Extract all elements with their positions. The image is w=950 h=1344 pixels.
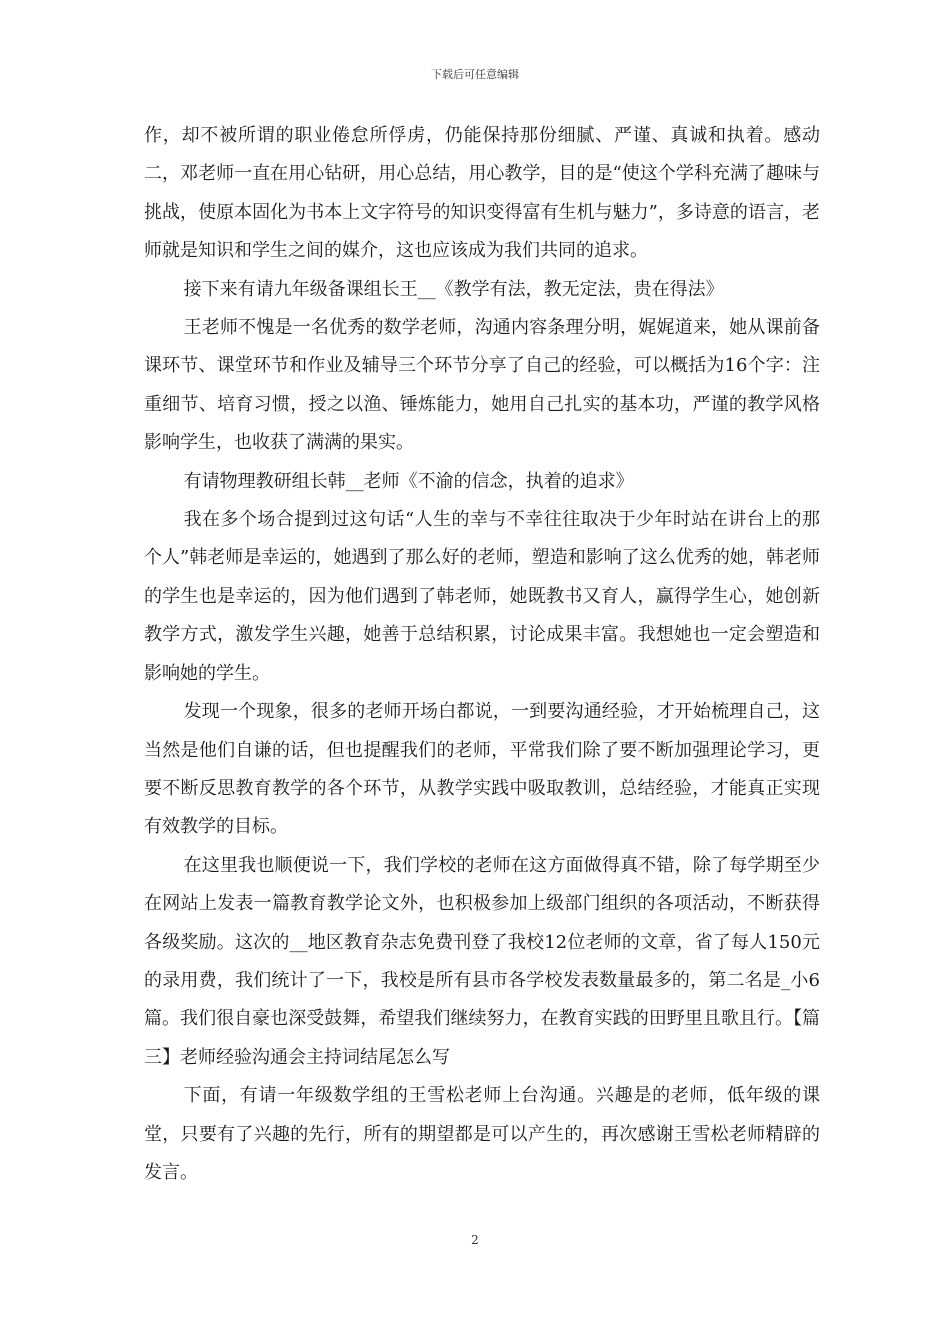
page-number: 2 — [471, 1233, 479, 1247]
paragraph-school-achievements: 在这里我也顺便说一下，我们学校的老师在这方面做得真不错，除了每学期至少在网站上发表一篇教育教学论文外，也积极参加上级部门组织的各项活动，不断获得各级奖励。这次的__地区教育杂志免费刊登了我校12位老师的文章，省了每人150元的录用费，我们统计了一下，我校是所有县市各学校发表数量最多的，第二名是_小6篇。我们很自豪也深受鼓舞，希望我们继续努力，在教育实践的田野里且歌且行。【篇三】老师经验沟通会主持词结尾怎么写 — [144, 854, 820, 1068]
paragraph-continuation: 作，却不被所谓的职业倦怠所俘虏，仍能保持那份细腻、严谨、真诚和执着。感动二，邓老师一直在用心钻研，用心总结，用心教学，目的是“使这个学科充满了趣味与挑战，使原本固化为书本上文字符号的知识变得富有生机与魅力”，多诗意的语言，老师就是知识和学生之间的媒介，这也应该成为我们共同的追求。 — [144, 125, 820, 262]
page-header: 下载后可任意编辑 — [431, 68, 519, 81]
paragraph-intro-wang: 接下来有请九年级备课组长王__《教学有法，教无定法，贵在得法》 — [183, 278, 724, 300]
paragraph-intro-han: 有请物理教研组长韩__老师《不渝的信念，执着的追求》 — [183, 470, 634, 492]
document-body — [144, 117, 820, 1192]
paragraph-comment-wang: 王老师不愧是一名优秀的数学老师，沟通内容条理分明，娓娓道来，她从课前备课环节、课堂环节和作业及辅导三个环节分享了自己的经验，可以概括为16个字：注重细节、培育习惯，授之以渔、锤炼能力，她用自己扎实的基本功，严谨的教学风格影响学生，也收获了满满的果实。 — [144, 317, 820, 454]
paragraph-observation: 发现一个现象，很多的老师开场白都说，一到要沟通经验，才开始梳理自己，这当然是他们自谦的话，但也提醒我们的老师，平常我们除了要不断加强理论学习，更要不断反思教育教学的各个环节，从教学实践中吸取教训，总结经验，才能真正实现有效教学的目标。 — [144, 701, 820, 838]
paragraph-closing: 下面，有请一年级数学组的王雪松老师上台沟通。兴趣是的老师，低年级的课堂，只要有了兴趣的先行，所有的期望都是可以产生的，再次感谢王雪松老师精辟的发言。 — [144, 1085, 820, 1183]
paragraph-comment-han: 我在多个场合提到过这句话“人生的幸与不幸往往取决于少年时站在讲台上的那个人”韩老师是幸运的，她遇到了那么好的老师，塑造和影响了这么优秀的她，韩老师的学生也是幸运的，因为他们遇到了韩老师，她既教书又育人，赢得学生心，她创新教学方式，激发学生兴趣，她善于总结积累，讨论成果丰富。我想她也一定会塑造和影响她的学生。 — [144, 509, 820, 684]
